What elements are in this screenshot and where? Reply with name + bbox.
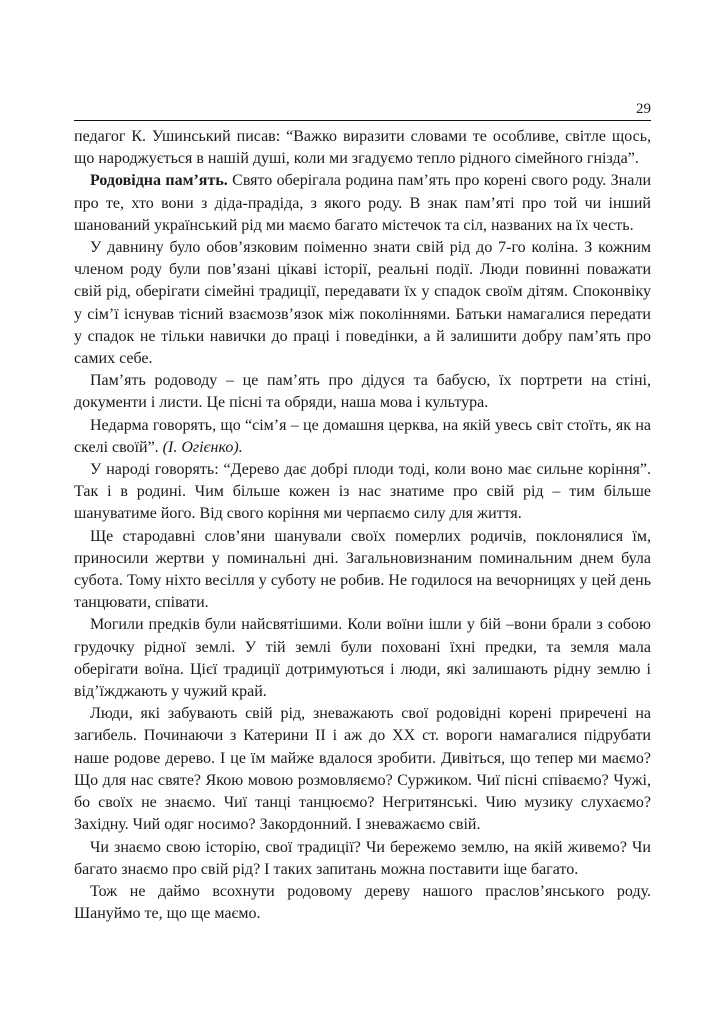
header-rule: [74, 120, 651, 121]
paragraph: [74, 526, 651, 615]
paragraph-text: У народі говорять: “Дерево дає добрі плоди тоді, коли воно має сильне коріння”. Так і в родині. Чим більше кожен із нас знатиме про свій рід – тим більше шануватиме його. Від свого коріння ми черпаємо силу для життя.: [74, 461, 651, 523]
citation: (І. Огієнко).: [162, 438, 243, 456]
paragraph-text: Тож не даймо всохнути родовому дереву нашого праслов’янського роду. Шануймо те, що ще маємо.: [74, 882, 651, 923]
paragraph-text: Могили предків були найсвятішими. Коли воїни ішли у бій –вони брали з собою грудочку рідної землі. У тій землі були поховані їхні предки, та земля мала оберігати воїна. Цієї традиції дотримуються і люди, які залишають рідну землю і від’їжджають у чужий край.: [74, 616, 651, 701]
paragraph: [74, 459, 651, 526]
paragraph: [74, 126, 651, 170]
paragraph-text: Люди, які забувають свій рід, зневажають свої родовідні корені приречені на загибель. Починаючи з Катерини ІІ і аж до ХХ ст. вороги намагалися підрубати наше родове дерево. І це їм майже вдалося зробити. Дивіться, що тепер ми маємо? Що для нас святе? Якою мовою розмовляємо? Суржиком. Чиї пісні співаємо? Чужі, бо своїх не знаємо. Чиї танці танцюємо? Негритянські. Чию музику слухаємо? Західну. Чий одяг носимо? Закордонний. І зневажаємо свій.: [74, 705, 651, 834]
page-number: 29: [636, 101, 651, 117]
paragraph-text: Чи знаємо свою історію, свої традиції? Чи бережемо землю, на якій живемо? Чи багато знаємо про свій рід? І таких запитань можна поставити іще багато.: [74, 838, 651, 878]
paragraph-text: Свято оберігала родина пам’ять про корені свого роду. Знали про те, хто вони з діда-прадіда, з якого роду. В знак пам’яті про той чи інший шанований український рід ми маємо багато містечок та сіл, названих на їх честь.: [74, 172, 652, 234]
paragraph-text: Ще стародавні слов’яни шанували своїх померлих родичів, поклонялися їм, приносили жертви у поминальні дні. Загальновизнаним поминальним днем була субота. Тому ніхто весілля у суботу не робив. Не годилося на вечорницях у цей день танцювати, співати.: [74, 527, 651, 612]
paragraph: [74, 170, 651, 237]
section-heading: Родовідна пам’ять.: [90, 172, 228, 190]
paragraph-text: У давнину було обов’язковим поіменно знати свій рід до 7-го коліна. З кожним членом роду були пов’язані цікаві історії, реальні події. Люди повинні поважати свій рід, оберігати сімейні традиції, передавати їх у спадок своїм дітям. Споконвіку у сім’ї існував тісний взаємозв’язок між поколіннями. Батьки намагалися передати у спадок не тільки навички до праці і поведінки, а й залишити добру пам’ять про самих себе.: [74, 239, 651, 368]
paragraph: [74, 237, 651, 370]
body-text: [74, 126, 651, 925]
paragraph-text: педагог К. Ушинський писав: “Важко виразити словами те особливе, світле щось, що народжується в нашій душі, коли ми згадуємо тепло рідного сімейного гнізда”.: [74, 128, 651, 168]
paragraph: [74, 703, 651, 836]
paragraph: [74, 415, 651, 459]
paragraph-text: Недарма говорять, що “сім’я – це домашня церква, на якій увесь світ стоїть, як на скелі своїй”.: [74, 416, 651, 456]
paragraph: [74, 837, 651, 881]
paragraph: [74, 370, 651, 414]
paragraph-text: Пам’ять родоводу – це пам’ять про дідуся та бабусю, їх портрети на стіні, документи і листи. Це пісні та обряди, наша мова і культура.: [74, 372, 651, 412]
paragraph: [74, 881, 651, 925]
paragraph: [74, 614, 651, 703]
